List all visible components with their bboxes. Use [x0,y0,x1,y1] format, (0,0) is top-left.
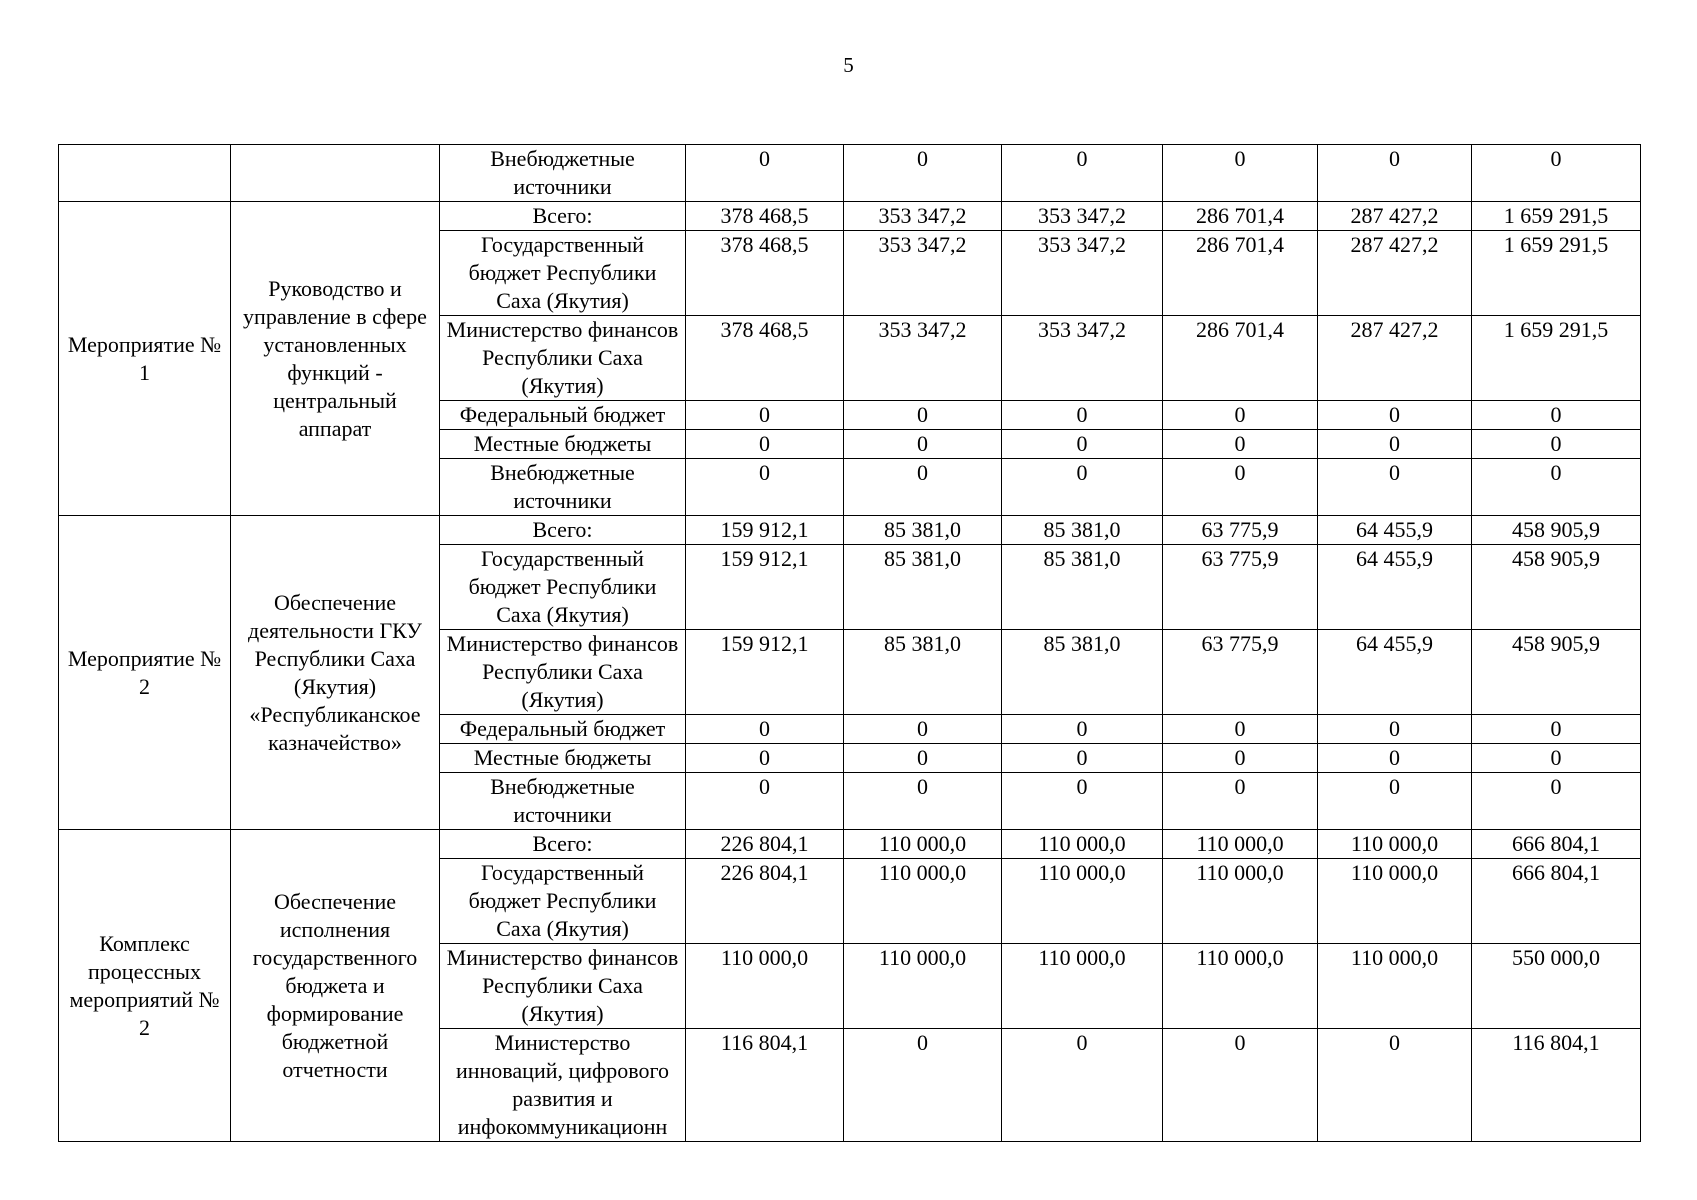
value-cell: 0 [844,744,1002,773]
value-cell: 287 427,2 [1318,316,1472,401]
value-cell: 0 [844,773,1002,830]
value-cell: 0 [1002,715,1163,744]
value-cell: 0 [1472,401,1641,430]
funding-source-cell: Министерство финансов Республики Саха (Якутия) [440,944,686,1029]
value-cell: 85 381,0 [1002,545,1163,630]
measure-title-cell: Обеспечение деятельности ГКУ Республики Саха (Якутия) «Республиканское казначейство» [231,516,440,830]
empty-cell [231,145,440,202]
funding-source-cell: Внебюджетные источники [440,145,686,202]
value-cell: 0 [1472,744,1641,773]
value-cell: 110 000,0 [1318,859,1472,944]
value-cell: 226 804,1 [686,830,844,859]
value-cell: 85 381,0 [1002,630,1163,715]
funding-source-cell: Внебюджетные источники [440,459,686,516]
value-cell: 64 455,9 [1318,545,1472,630]
value-cell: 0 [1163,1029,1318,1142]
value-cell: 287 427,2 [1318,231,1472,316]
value-cell: 353 347,2 [844,202,1002,231]
value-cell: 0 [1002,773,1163,830]
value-cell: 286 701,4 [1163,202,1318,231]
funding-source-cell: Министерство финансов Республики Саха (Якутия) [440,316,686,401]
value-cell: 110 000,0 [1163,830,1318,859]
measure-title-cell: Обеспечение исполнения государственного бюджета и формирование бюджетной отчетности [231,830,440,1142]
value-cell: 353 347,2 [1002,202,1163,231]
value-cell: 0 [1318,744,1472,773]
value-cell: 110 000,0 [1318,830,1472,859]
value-cell: 110 000,0 [686,944,844,1029]
value-cell: 0 [1002,145,1163,202]
value-cell: 458 905,9 [1472,630,1641,715]
value-cell: 0 [1318,401,1472,430]
funding-source-cell: Федеральный бюджет [440,715,686,744]
value-cell: 85 381,0 [844,516,1002,545]
measure-name-cell: Мероприятие № 2 [59,516,231,830]
funding-source-cell: Государственный бюджет Республики Саха (Якутия) [440,231,686,316]
funding-source-cell: Министерство финансов Республики Саха (Якутия) [440,630,686,715]
value-cell: 666 804,1 [1472,859,1641,944]
value-cell: 159 912,1 [686,545,844,630]
value-cell: 116 804,1 [686,1029,844,1142]
value-cell: 64 455,9 [1318,516,1472,545]
table-row [59,202,1641,231]
value-cell: 0 [1472,715,1641,744]
value-cell: 0 [1318,430,1472,459]
value-cell: 378 468,5 [686,202,844,231]
value-cell: 458 905,9 [1472,545,1641,630]
funding-source-cell: Внебюджетные источники [440,773,686,830]
value-cell: 110 000,0 [1318,944,1472,1029]
value-cell: 1 659 291,5 [1472,202,1641,231]
table-row [59,830,1641,859]
value-cell: 0 [1163,145,1318,202]
value-cell: 0 [1472,145,1641,202]
measure-title-cell: Руководство и управление в сфере установленных функций - центральный аппарат [231,202,440,516]
value-cell: 0 [686,459,844,516]
funding-source-cell: Министерство инноваций, цифрового развития и инфокоммуникационн [440,1029,686,1142]
value-cell: 0 [1318,1029,1472,1142]
value-cell: 666 804,1 [1472,830,1641,859]
funding-source-cell: Всего: [440,202,686,231]
value-cell: 64 455,9 [1318,630,1472,715]
value-cell: 159 912,1 [686,630,844,715]
funding-source-cell: Государственный бюджет Республики Саха (Якутия) [440,545,686,630]
value-cell: 0 [1163,773,1318,830]
value-cell: 353 347,2 [1002,231,1163,316]
page-number: 5 [843,53,854,77]
value-cell: 0 [844,401,1002,430]
value-cell: 110 000,0 [844,830,1002,859]
funding-source-cell: Местные бюджеты [440,430,686,459]
value-cell: 110 000,0 [1163,859,1318,944]
value-cell: 63 775,9 [1163,516,1318,545]
value-cell: 116 804,1 [1472,1029,1641,1142]
value-cell: 226 804,1 [686,859,844,944]
funding-source-cell: Всего: [440,516,686,545]
empty-cell [59,145,231,202]
value-cell: 550 000,0 [1472,944,1641,1029]
value-cell: 110 000,0 [1002,944,1163,1029]
value-cell: 0 [686,401,844,430]
value-cell: 0 [1472,430,1641,459]
value-cell: 0 [1002,459,1163,516]
value-cell: 0 [686,715,844,744]
value-cell: 0 [844,715,1002,744]
measure-name-cell: Комплекс процессных мероприятий № 2 [59,830,231,1142]
value-cell: 353 347,2 [844,231,1002,316]
value-cell: 378 468,5 [686,231,844,316]
value-cell: 0 [1472,773,1641,830]
value-cell: 0 [686,145,844,202]
value-cell: 0 [1163,430,1318,459]
value-cell: 0 [1002,744,1163,773]
funding-source-cell: Местные бюджеты [440,744,686,773]
value-cell: 63 775,9 [1163,630,1318,715]
value-cell: 110 000,0 [1163,944,1318,1029]
funding-source-cell: Государственный бюджет Республики Саха (Якутия) [440,859,686,944]
table-row [59,145,1641,202]
value-cell: 0 [686,744,844,773]
value-cell: 0 [686,773,844,830]
value-cell: 0 [1163,715,1318,744]
value-cell: 0 [1163,401,1318,430]
value-cell: 353 347,2 [844,316,1002,401]
value-cell: 0 [1002,401,1163,430]
value-cell: 0 [844,1029,1002,1142]
value-cell: 85 381,0 [844,630,1002,715]
value-cell: 110 000,0 [844,859,1002,944]
value-cell: 458 905,9 [1472,516,1641,545]
value-cell: 0 [1002,1029,1163,1142]
value-cell: 0 [844,459,1002,516]
measure-name-cell: Мероприятие № 1 [59,202,231,516]
value-cell: 1 659 291,5 [1472,316,1641,401]
value-cell: 0 [686,430,844,459]
value-cell: 85 381,0 [844,545,1002,630]
value-cell: 110 000,0 [1002,830,1163,859]
funding-source-cell: Всего: [440,830,686,859]
value-cell: 159 912,1 [686,516,844,545]
value-cell: 110 000,0 [1002,859,1163,944]
value-cell: 1 659 291,5 [1472,231,1641,316]
budget-table [58,144,1641,1142]
value-cell: 378 468,5 [686,316,844,401]
value-cell: 0 [1318,773,1472,830]
value-cell: 85 381,0 [1002,516,1163,545]
value-cell: 0 [1472,459,1641,516]
value-cell: 0 [844,430,1002,459]
value-cell: 286 701,4 [1163,316,1318,401]
funding-source-cell: Федеральный бюджет [440,401,686,430]
value-cell: 286 701,4 [1163,231,1318,316]
value-cell: 110 000,0 [844,944,1002,1029]
value-cell: 0 [1002,430,1163,459]
value-cell: 0 [1163,744,1318,773]
value-cell: 63 775,9 [1163,545,1318,630]
value-cell: 353 347,2 [1002,316,1163,401]
value-cell: 0 [1318,459,1472,516]
value-cell: 0 [1163,459,1318,516]
table-row [59,516,1641,545]
value-cell: 0 [1318,145,1472,202]
value-cell: 0 [1318,715,1472,744]
value-cell: 287 427,2 [1318,202,1472,231]
value-cell: 0 [844,145,1002,202]
